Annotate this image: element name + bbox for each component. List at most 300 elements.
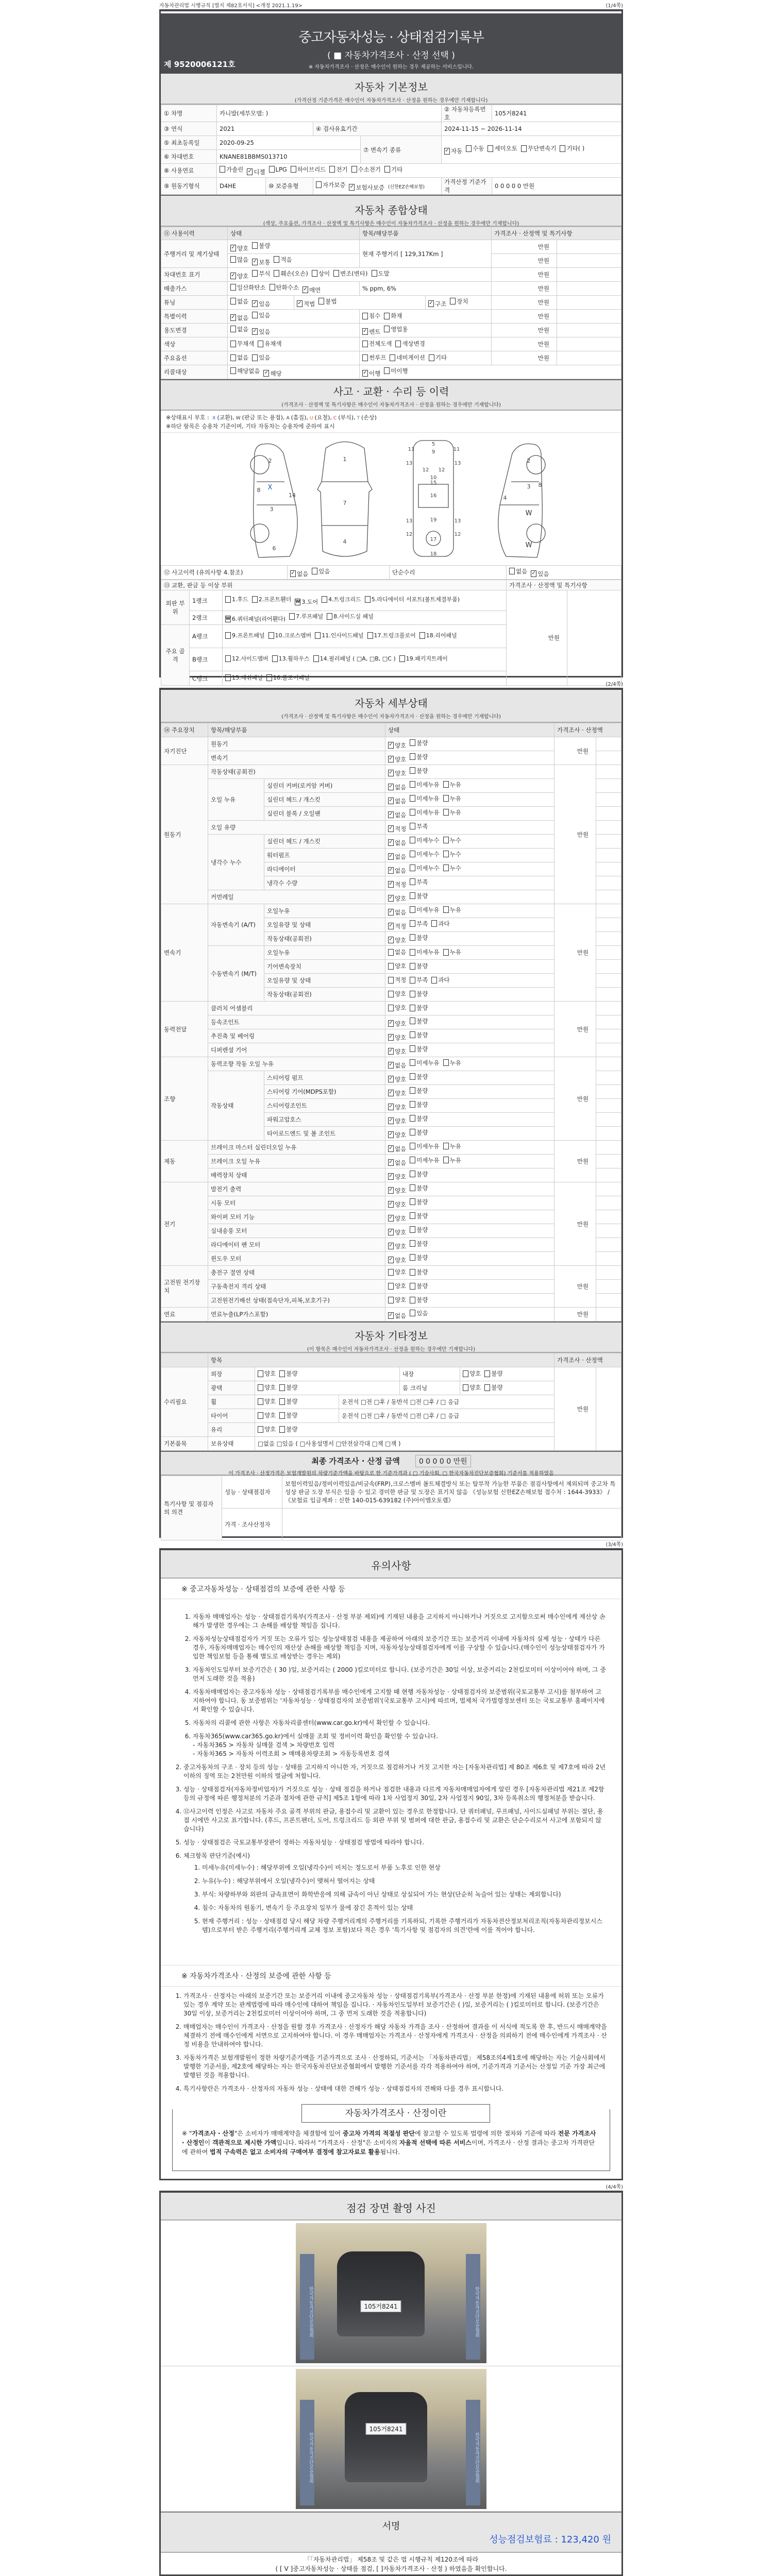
remark-cell — [596, 1252, 621, 1266]
option-label: 부족 — [416, 878, 428, 886]
document-header — [161, 11, 621, 74]
sub-group-label: 수동변속기 (M/T) — [208, 946, 264, 1002]
remark-cell — [557, 324, 621, 337]
option-label: 미세누수 — [416, 864, 440, 872]
inspection-validity: 2024-11-15 ~ 2026-11-14 — [442, 122, 621, 136]
part-label: 17.트렁크플로어 — [374, 632, 416, 639]
part-number-label: 17 — [430, 537, 437, 543]
remark-cell — [596, 1238, 621, 1252]
part-option — [266, 674, 310, 682]
option-label: 적정 — [395, 922, 407, 930]
status-cell — [385, 793, 554, 807]
row-label: 주요옵션 — [161, 351, 228, 365]
section-title: 자동차 종합상태 — [355, 204, 428, 216]
item-label: 동력조향 작동 오일 누유 — [208, 1057, 385, 1071]
option-label: 수동 — [473, 145, 484, 152]
item-label: 시동 모터 — [208, 1196, 385, 1210]
label: ⑥ 차대번호 — [161, 150, 217, 164]
empty-box-icon — [443, 795, 449, 802]
option-label: 미세누유 — [416, 906, 440, 913]
option-label: 양호 — [395, 1020, 407, 1027]
checkbox-option — [410, 1156, 439, 1164]
remark-cell — [596, 1127, 621, 1141]
part-option — [295, 598, 318, 606]
checkbox-option — [410, 892, 428, 900]
option-label: 불량 — [416, 1253, 428, 1261]
remark-cell — [596, 974, 621, 988]
legend-symbol: C — [333, 416, 337, 421]
box-text-segment: 객관적으로 제시한 가액 — [212, 2139, 277, 2146]
checkbox-option — [410, 1309, 428, 1317]
checked-box-icon: ✓ — [253, 300, 257, 306]
option-label: 미세누수 — [416, 836, 440, 844]
checkbox-option — [388, 1268, 406, 1276]
empty-box-icon — [367, 632, 373, 639]
checkbox-option — [388, 1296, 406, 1304]
checked-box-icon: ✓ — [389, 923, 393, 928]
empty-box-icon — [410, 906, 415, 913]
box-text-segment: "은 소비자가 매매계약을 체결함에 있어 — [234, 2130, 343, 2137]
car-name: 카니발(세부모델: ) — [217, 105, 442, 122]
checked-box-icon: ✓ — [389, 1034, 393, 1040]
rank-label: A랭크 — [190, 625, 223, 648]
status-cell — [385, 1015, 554, 1029]
checkbox-option — [484, 1369, 502, 1378]
checkbox-option — [252, 353, 270, 362]
page-number: (2/4쪽) — [606, 682, 623, 687]
option-label: 양호 — [395, 1242, 407, 1250]
label: ⑬ 교환, 판금 등 이상 부위 — [161, 580, 507, 590]
status-cell — [385, 1280, 554, 1294]
checkbox-option — [258, 1411, 276, 1419]
detail-row — [161, 1015, 621, 1029]
price-cell: 만원 — [554, 1367, 596, 1451]
option-label: 양호 — [395, 1075, 407, 1083]
empty-box-icon — [463, 1384, 468, 1391]
empty-box-icon — [291, 166, 296, 173]
detail-row — [161, 946, 621, 960]
empty-box-icon — [410, 878, 415, 885]
checkbox-option — [252, 242, 270, 250]
status-cell — [385, 1057, 554, 1071]
page-3 — [159, 1548, 623, 2180]
status-cell — [255, 1367, 400, 1381]
summary-row — [161, 268, 621, 282]
checkbox-option — [388, 839, 406, 847]
checkbox-option — [269, 166, 287, 173]
option-label: 불량 — [416, 1198, 428, 1206]
page-number: (1/4쪽) — [606, 3, 623, 9]
option-label: 양호 — [395, 1268, 407, 1276]
empty-box-icon — [484, 1384, 490, 1391]
option-label: 양호 — [395, 962, 407, 970]
status-symbol-legend — [166, 414, 616, 422]
note-item: 6. 체크항목 판단기준(예시) 1. 미세누유(미세누수) : 해당부위에 오일(냉각수)이 비치는 정도로서 부품 노후로 인한 현상 2. 누유(누수) : 해당부위에서 오일(냉각수)이 맺혀서 떨어지는 상태 3. 부식: 차량하부와 외판의 금속표면이 화학반응에 의해 금속이 아닌 상태로 상실되어 가는 현상(단순히 녹슬어 있는 상태는 제외합니다) 4. 침수: 자동차의 원동기, 변속기 등 주요장치 일부가 물에 잠긴 흔적이 있는 상태 5. 현재 주행거리 : 성능 · 상태점검 당시 해당 차량 주행거리계의 주행거리를 기록하되, 기록한 주행거리가 자동차전산정보처리조직(자동차관리정보시스템)으로부터 받은 주행거리(주행거리계 교체 정보 포함)보다 적은 경우 '특기사항 및 점검자의 의견'란에 이를 적어야 합니다. — [183, 1852, 607, 1935]
option-label: 불량 — [416, 1114, 428, 1122]
status-cell — [228, 254, 360, 268]
checked-box-icon: ✓ — [231, 314, 236, 320]
part-label: 3.도어 — [301, 598, 318, 605]
option-label: 전기 — [336, 165, 348, 173]
part-label: 5.라디에이터 서포트(볼트체결부품) — [371, 596, 460, 603]
part-option — [225, 615, 285, 623]
option-label: 불량 — [286, 1370, 298, 1378]
empty-box-icon — [410, 1018, 415, 1024]
damage-mark-w: W — [525, 541, 532, 549]
remark-cell — [596, 737, 621, 751]
empty-box-icon — [362, 341, 368, 347]
rank-label: B랭크 — [190, 648, 223, 671]
option-label: 양호 — [395, 1103, 407, 1111]
part-group-label: 외판 부위 — [161, 590, 190, 625]
option-label: 없음 — [395, 783, 407, 791]
status-cell — [385, 974, 554, 988]
legend-symbol: T — [357, 416, 360, 421]
status-cell — [360, 310, 492, 324]
checked-box-icon: ✓ — [389, 1020, 393, 1026]
empty-box-icon — [410, 977, 415, 984]
option-label: 양호 — [237, 244, 249, 252]
empty-box-icon — [230, 256, 236, 263]
status-cell — [385, 821, 554, 835]
checked-box-icon: ✓ — [389, 798, 393, 803]
checkbox-option — [362, 340, 392, 348]
remark-cell — [557, 337, 621, 351]
checkbox-option — [410, 1170, 428, 1178]
empty-box-icon — [225, 596, 231, 603]
option-label: 미세누유 — [416, 794, 440, 802]
car-image — [345, 2392, 427, 2482]
option-label: 기타 — [391, 165, 403, 173]
final-price-label: 최종 가격조사 · 산정 금액 — [311, 1456, 400, 1466]
option-label: 해당없음 — [237, 367, 260, 375]
checkbox-option — [384, 325, 408, 333]
item-label: 스티어링 펌프 — [264, 1071, 385, 1085]
remark-cell — [596, 862, 621, 876]
empty-box-icon — [410, 781, 415, 788]
status-cell — [385, 932, 554, 946]
checked-box-icon: ✓ — [389, 1312, 393, 1318]
price-cell: 만원 — [554, 1002, 596, 1057]
summary-row — [161, 240, 621, 254]
legend-prefix: ※상태표시 부호 : — [166, 414, 211, 421]
status-cell — [385, 779, 554, 793]
option-label: 네비게이션 — [396, 354, 425, 362]
option-label: 없음 — [237, 354, 249, 362]
part-label: 6.쿼터패널(리어휀다) — [232, 616, 286, 622]
device-group-label: 조향 — [161, 1057, 208, 1141]
checkbox-option — [297, 300, 315, 308]
empty-box-icon — [410, 851, 415, 857]
empty-box-icon — [279, 1398, 285, 1405]
checkbox-option — [388, 797, 406, 805]
remark-cell — [557, 310, 621, 324]
option-label: 불량 — [416, 1268, 428, 1276]
checkbox-option — [560, 144, 584, 152]
checkbox-option — [444, 147, 462, 155]
price-cell: 만원 — [492, 296, 557, 310]
criteria-item: 1. 미세누유(미세누수) : 해당부위에 오일(냉각수)이 비치는 정도로서 부품 노후로 인한 현상 — [202, 1863, 607, 1872]
checked-box-icon: ✓ — [389, 1117, 393, 1123]
basic-info-table — [161, 105, 621, 195]
option-label: 양호 — [395, 741, 407, 749]
box-text-segment: 입니다. 따라서 "가격조사 · 산정"은 소비자의 — [276, 2139, 399, 2146]
inspection-warranty-notes — [161, 1599, 621, 1965]
part-number-label: 4 — [343, 538, 347, 545]
option-label: 양호 — [264, 1426, 276, 1433]
empty-box-icon — [410, 1310, 415, 1316]
car-diagram-svg — [161, 433, 621, 565]
checkbox-option — [410, 1114, 428, 1123]
checkbox-option — [258, 340, 281, 348]
empty-box-icon — [390, 354, 395, 361]
other-info-row — [161, 1367, 621, 1381]
part-option — [315, 632, 363, 639]
row-label: 배출가스 — [161, 282, 228, 296]
damage-mark-x: X — [267, 484, 273, 492]
checkbox-option — [388, 867, 406, 875]
engine-type: D4HE — [217, 178, 266, 195]
checkbox-option — [329, 165, 347, 174]
price-cell: 만원 — [492, 254, 557, 268]
option-label: 불량 — [416, 1004, 428, 1012]
option-label: 누유 — [449, 1142, 461, 1150]
empty-box-icon — [230, 341, 236, 347]
accident-header — [161, 379, 621, 411]
checkbox-option — [279, 1383, 297, 1392]
document-note: ※ 자동차가격조사 · 산정은 매수인이 원하는 경우 제공하는 서비스입니다. — [308, 64, 474, 70]
criteria-item: 5. 현재 주행거리 : 성능 · 상태점검 당시 해당 차량 주행거리계의 주행거리를 기록하되, 기록한 주행거리가 자동차전산정보처리조직(자동차관리정보시스템)으로부터 받은 주행거리(주행거리계 교체 정보 포함)보다 적은 경우 '특기사항 및 점검자의 의견'란에 이를 적어야 합니다. — [202, 1917, 607, 1935]
checkbox-option — [410, 990, 428, 998]
checkbox-option — [252, 300, 270, 308]
empty-box-icon — [410, 1157, 415, 1163]
option-label: 불량 — [416, 767, 428, 774]
option-label: 미세누유 — [416, 781, 440, 788]
empty-box-icon — [333, 270, 339, 277]
option-label: 자가보증 — [323, 181, 346, 189]
option-label: 과다 — [438, 920, 450, 927]
accident-history-table — [161, 565, 621, 580]
option-label: 누유 — [449, 781, 461, 788]
part-label: 10.크로스멤버 — [275, 632, 312, 639]
status-cell — [385, 918, 554, 932]
signature-title: 서명 — [382, 2521, 400, 2532]
checkbox-option — [410, 781, 439, 789]
option-label: 없음 — [516, 567, 528, 575]
column-header: ⑭ 주요장치 — [161, 723, 208, 737]
form-caption — [159, 0, 623, 9]
checkbox-option — [230, 297, 248, 306]
option-label: 없음 — [237, 314, 249, 321]
warranty-type — [313, 178, 442, 195]
checked-box-icon: ✓ — [349, 184, 355, 190]
checkbox-option — [318, 297, 337, 306]
checkbox-option — [410, 934, 428, 942]
part-label: 14.필러패널 ( □A, □B, □C ) — [320, 655, 396, 662]
checked-box-icon: ✓ — [291, 570, 295, 576]
status-cell — [385, 849, 554, 862]
checkbox-option — [388, 880, 406, 889]
option-label: 기타( ) — [566, 145, 585, 152]
empty-box-icon — [318, 298, 324, 304]
status-cell — [385, 1238, 554, 1252]
option-label: 불량 — [416, 1031, 428, 1039]
item-label: 등속조인트 — [208, 1015, 385, 1029]
left-side-car-icon — [254, 444, 297, 557]
empty-box-icon — [274, 256, 279, 263]
checkbox-option — [230, 244, 248, 252]
status-cell — [360, 351, 492, 365]
checkbox-option — [230, 283, 266, 292]
item-label: 실린더 헤드 / 개스킷 — [264, 835, 385, 849]
other-info-row — [161, 1409, 621, 1423]
remark-cell — [596, 765, 621, 779]
checkbox-option — [388, 1228, 406, 1236]
empty-box-icon — [410, 809, 415, 816]
checked-box-icon: ✓ — [389, 811, 393, 817]
checkbox-option — [263, 369, 281, 378]
checkbox-option — [410, 1004, 428, 1012]
status-cell — [385, 1085, 554, 1099]
section-title: 자동차 세부상태 — [355, 697, 428, 709]
option-label: 미세누유 — [416, 1142, 440, 1150]
option-label: 양호 — [395, 936, 407, 944]
option-label: 있음 — [259, 354, 271, 362]
document-subtitle: ( ■ 자동차가격조사 · 산정 선택 ) — [327, 50, 455, 61]
empty-box-icon — [230, 367, 236, 374]
column-header: 항목/해당부품 — [360, 227, 492, 240]
option-label: 훼손(오손) — [280, 269, 308, 277]
option-label: 매연 — [309, 286, 321, 294]
option-label: 불량 — [416, 1128, 428, 1136]
wheel-icon — [250, 455, 269, 474]
checkbox-option — [443, 948, 461, 956]
item-label: 작동상태(공회전) — [264, 932, 385, 946]
item-label: 파워고압호스 — [264, 1113, 385, 1127]
final-price-value: 0 0 0 0 0 만원 — [415, 1455, 471, 1467]
detail-row — [161, 1168, 621, 1182]
other-info-table — [161, 1353, 621, 1451]
detail-row — [161, 890, 621, 904]
empty-box-icon — [410, 1143, 415, 1149]
label: ⑧ 사용연료 — [161, 164, 217, 178]
checkbox-option — [410, 1017, 428, 1025]
status-cell — [385, 737, 554, 751]
item-label: 유리 — [208, 1423, 255, 1437]
accident-legend — [161, 411, 621, 433]
empty-box-icon — [410, 1171, 415, 1177]
device-group-label: 연료 — [161, 1308, 208, 1321]
checked-box-icon: ✓ — [389, 825, 393, 831]
empty-box-icon — [410, 991, 415, 997]
option-label: 불량 — [416, 1212, 428, 1219]
row-label: 색상 — [161, 337, 228, 351]
status-cell — [255, 1395, 339, 1409]
remark-cell — [596, 1155, 621, 1168]
row-label: 용도변경 — [161, 324, 228, 337]
box-text-segment: 됩니다. — [380, 2148, 400, 2156]
legend-text: (흠집), — [291, 414, 308, 421]
option-label: 해당 — [270, 369, 282, 377]
empty-box-icon — [258, 1426, 263, 1433]
option-label: 양호 — [264, 1370, 276, 1378]
model-year: 2021 — [217, 122, 313, 136]
note-item: 3. 자동차가격은 보험개발원이 정한 차량기준가액을 기준가격으로 조사 · 산정하되, 기준서는 「자동차관리법」 제58조의4제1호에 해당하는 자는 기술사회에서 발행한 기준서를, 제2호에 해당하는 자는 한국자동차진단보증협회에서 발행한 기준서를 각각 적용하여야 하며, 기준가격과 기준서는 산정일 기준 가장 최근에 발행된 것을 적용합니다. — [183, 2054, 607, 2080]
note-item: 2. 매매업자는 매수인이 가격조사 · 산정을 원할 경우 가격조사 · 산정자가 해당 자동차 가격을 조사 · 산정하여 결과를 이 서식에 적도록 한 후, 반드시 매매계약을 체결하기 전에 매수인에게 서면으로 고지하여야 합니다. 이 경우 매매업자는 가격조사 · 산정자에게 가격조사 · 산정을 의뢰하기 전에 매수인에게 가격조사 · 산정 비용을 안내하여야 합니다. — [183, 2023, 607, 2049]
part-number-label: 8 — [257, 487, 261, 494]
appraiser-opinion — [282, 1509, 621, 1540]
item-label: 실린더 헤드 / 개스킷 — [264, 793, 385, 807]
option-label: 없음 — [395, 1312, 407, 1319]
note-item: 1. 가격조사 · 산정자는 아래의 보증기간 또는 보증거리 이내에 중고자동차 성능 · 상태점검기록부(가격조사 · 산정 부분 한정)에 기재된 내용에 허위 또는 오류가 있는 경우 계약 또는 관계법령에 따라 매수인에 대하여 책임을 집니다. · 자동차인도일부터 보증기간은 ( )일, 보증거리는 ( )킬로미터로 합니다. (보증기간은 30일 이상, 보증거리는 2천킬로미터 이상이어야 하며, 그 중 먼저 도래한 것을 적용합니다) — [183, 1992, 607, 2018]
checkbox-option — [388, 976, 406, 984]
detail-row — [161, 1252, 621, 1266]
option-label: 없음 — [395, 1061, 407, 1069]
detail-row — [161, 1294, 621, 1308]
empty-box-icon — [279, 1426, 285, 1433]
option-label: 적정 — [395, 976, 407, 984]
empty-box-icon — [316, 181, 322, 188]
checkbox-option — [230, 314, 248, 322]
checkbox-option — [388, 948, 406, 956]
part-option — [322, 596, 361, 603]
checkbox-option — [388, 741, 406, 750]
checkbox-option — [388, 1061, 406, 1070]
empty-box-icon — [443, 781, 449, 788]
price-cell: 만원 — [492, 351, 557, 365]
empty-box-icon — [443, 906, 449, 913]
box-title: 자동차가격조사 · 산정이란 — [301, 2104, 490, 2123]
status-cell — [228, 296, 294, 310]
part-label: 13.휠하우스 — [278, 655, 310, 662]
status-cell — [385, 1043, 554, 1057]
confirmation — [161, 2553, 621, 2573]
repair-needed-label: 수리필요 — [161, 1367, 208, 1437]
status-cell — [385, 1127, 554, 1141]
rank-items — [223, 611, 507, 625]
empty-box-icon — [410, 1254, 415, 1261]
inspection-photo-front — [296, 2223, 486, 2363]
detail-row — [161, 1224, 621, 1238]
checkbox-option — [388, 1173, 406, 1181]
empty-box-icon — [466, 145, 472, 152]
empty-box-icon — [410, 739, 415, 746]
option-label: 장치 — [457, 297, 468, 305]
checkbox-option — [388, 1075, 406, 1083]
checkbox-option — [410, 1240, 428, 1248]
empty-box-icon — [258, 1398, 263, 1405]
checkbox-option — [388, 936, 406, 944]
status-cell — [385, 960, 554, 974]
detail-row — [161, 1043, 621, 1057]
option-label: 양호 — [264, 1384, 276, 1392]
item-label: 오일유량 및 상태 — [264, 918, 385, 932]
checkbox-option — [410, 1253, 428, 1262]
empty-box-icon — [443, 865, 449, 871]
checkbox-option — [488, 144, 517, 152]
checkbox-option — [258, 1425, 276, 1433]
checkbox-option — [388, 1159, 406, 1167]
empty-box-icon — [410, 865, 415, 871]
part-label: 11.인사이드패널 — [322, 632, 364, 639]
empty-box-icon — [312, 270, 317, 277]
car-diagram — [161, 433, 621, 565]
option-label: 양호 — [469, 1384, 481, 1392]
status-cell — [294, 296, 426, 310]
checkbox-option — [443, 836, 461, 844]
checked-box-icon: ✓ — [389, 1131, 393, 1137]
checkbox-option — [279, 1411, 297, 1419]
